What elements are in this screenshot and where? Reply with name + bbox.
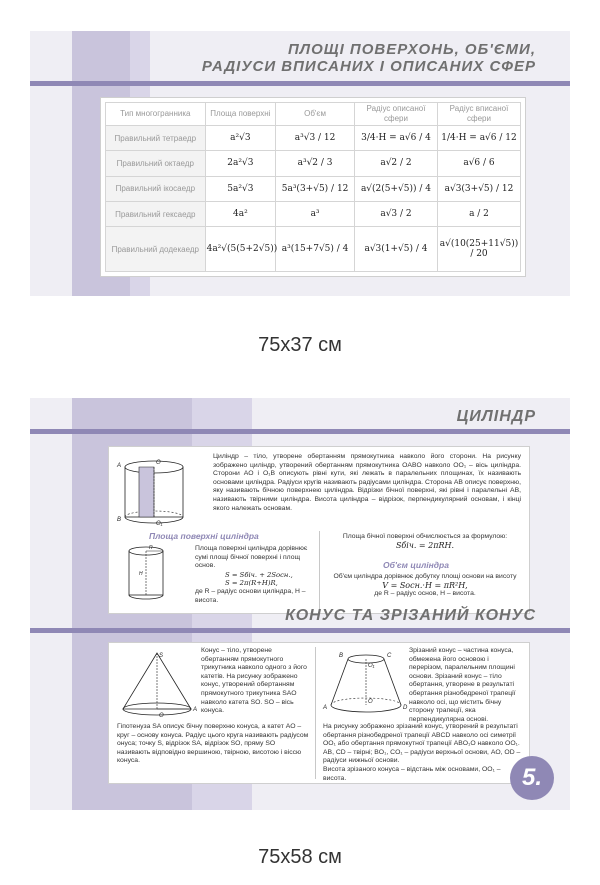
lateral-block bbox=[329, 533, 521, 550]
cylinder-small-figure bbox=[123, 545, 173, 605]
card-divider bbox=[319, 531, 320, 609]
svg-text:C: C bbox=[387, 653, 392, 659]
svg-text:O: O bbox=[159, 713, 164, 719]
svg-text:B: B bbox=[339, 653, 344, 659]
svg-text:O₁: O₁ bbox=[156, 521, 163, 527]
cone-card bbox=[108, 642, 530, 784]
cone-title: КОНУС ТА ЗРІЗАНИЙ КОНУС bbox=[285, 607, 536, 624]
svg-text:B: B bbox=[117, 517, 122, 523]
r-in-cell: a√3(3+√5) / 12 bbox=[437, 176, 520, 201]
decor-bar bbox=[30, 628, 570, 633]
cylinder-card bbox=[108, 446, 530, 614]
polyhedron-name: Правильний ікосаедр bbox=[106, 176, 206, 201]
title-line: ПЛОЩІ ПОВЕРХОНЬ, ОБ'ЄМИ, bbox=[287, 41, 536, 58]
r-out-cell: a√3(1+√5) / 4 bbox=[354, 227, 437, 272]
column-header: Тип многогранника bbox=[106, 103, 206, 126]
svg-text:O₁: O₁ bbox=[368, 663, 375, 669]
cylinder-definition: Циліндр – тіло, утворене обертанням прямокутника навколо його сторони. На рисунку зображено циліндр, утворений обертанням прямокутника OABO навколо OO₁ – вісь циліндра. Сторони AO і O₁B описують рівні кути, які лежать в паралельних площинах, їх називають основами циліндра. Радіуси кругів називають радіусами циліндра. Сторона AB описує поверхню, яку називають бічною поверхнею циліндра. Відрізки бічної поверхні, які рівні і паралельні AB, називають твірними циліндра. Висота циліндра – відрізок, перпендикулярний основам, і кінці якого належать основам. bbox=[213, 453, 521, 512]
formula-table bbox=[105, 102, 521, 272]
table-row bbox=[106, 151, 521, 176]
column-header: Площа поверхні bbox=[205, 103, 276, 126]
table-row bbox=[106, 227, 521, 272]
area-heading: Площа поверхні циліндра bbox=[149, 531, 259, 541]
lateral-formula: Sбіч. = 2πRH. bbox=[395, 540, 455, 550]
card-divider bbox=[315, 647, 316, 779]
volume-cell: a³√3 / 12 bbox=[276, 126, 355, 151]
volume-formula: V = Sосн.·H = πR²H, bbox=[382, 580, 468, 590]
volume-cell: a³(15+7√5) / 4 bbox=[276, 227, 355, 272]
volume-cell: a³√2 / 3 bbox=[276, 151, 355, 176]
r-out-cell: a√2 / 2 bbox=[354, 151, 437, 176]
poster-solids-of-revolution bbox=[30, 398, 570, 810]
lateral-description: Площа бічної поверхні обчислюється за формулою: bbox=[342, 533, 508, 540]
polyhedron-name: Правильний октаедр bbox=[106, 151, 206, 176]
polyhedron-name: Правильний додекаедр bbox=[106, 227, 206, 272]
poster-number-badge: 5. bbox=[510, 756, 554, 800]
cylinder-title: ЦИЛІНДР bbox=[456, 408, 536, 425]
svg-text:O: O bbox=[368, 699, 373, 705]
svg-text:A: A bbox=[193, 707, 198, 713]
svg-text:D: D bbox=[403, 705, 408, 711]
column-header: Об'єм bbox=[276, 103, 355, 126]
r-out-cell: a√3 / 2 bbox=[354, 201, 437, 226]
r-out-cell: a√(2(5+√5)) / 4 bbox=[354, 176, 437, 201]
svg-text:A: A bbox=[323, 705, 328, 711]
cone-figure bbox=[117, 649, 197, 719]
r-out-cell: 3/4·H = a√6 / 4 bbox=[354, 126, 437, 151]
decor-bar bbox=[30, 81, 570, 86]
svg-text:H: H bbox=[139, 571, 143, 577]
volume-heading: Об'єм циліндра bbox=[383, 560, 449, 570]
frustum-figure bbox=[323, 649, 409, 719]
svg-text:A: A bbox=[117, 463, 122, 469]
poster-polyhedra bbox=[30, 31, 570, 296]
column-header: Радіус вписаної сфери bbox=[437, 103, 520, 126]
cone-elements: Гіпотенуза SA описує бічну поверхню конуса, а катет AO – круг – основу конуса. Радіус цього круга називають радіусом онуса; точку S, відрізок SA, відрізок SO, пряму SO називають відповідно вершиною, твірною, висотою і віссю конуса. bbox=[117, 723, 309, 765]
decor-bar bbox=[30, 429, 570, 434]
area-cell: 5a²√3 bbox=[205, 176, 276, 201]
svg-text:O: O bbox=[156, 460, 161, 466]
area-formula: S = Sбіч. + 2Sосн., bbox=[225, 570, 293, 579]
r-in-cell: a√6 / 6 bbox=[437, 151, 520, 176]
table-header-row bbox=[106, 103, 521, 126]
volume-cell: 5a³(3+√5) / 12 bbox=[276, 176, 355, 201]
area-description: Площа поверхні циліндра дорівнює сумі площі бічної поверхні і площ основ. bbox=[195, 545, 308, 570]
area-note: де R – радіус основи циліндра, H – висота. bbox=[195, 587, 306, 604]
svg-text:S: S bbox=[159, 653, 164, 659]
column-header: Радіус описаної сфери bbox=[354, 103, 437, 126]
area-formula: S = 2π(R+H)R, bbox=[225, 579, 278, 588]
svg-text:R: R bbox=[149, 545, 153, 551]
poster-size-label: 75x37 см bbox=[258, 334, 342, 356]
frustum-paragraph: AB, CD – твірні; BO₁, CO₁ – радіуси верхньої основи, AO, OD – радіуси нижньої основи. bbox=[323, 748, 521, 765]
frustum-definition: Зрізаний конус – частина конуса, обмежена його основою і перерізом, паралельним площині основи. Зрізаний конус – тіло обертання, утворене в результаті обертання різнобедреної трапеції навколо осі, що містить бічну сторону трапеції, яка перпендикулярна основі. bbox=[409, 647, 516, 723]
r-in-cell: 1/4·H = a√6 / 12 bbox=[437, 126, 520, 151]
frustum-paragraph: Висота зрізаного конуса – відстань між основами, OO₁ – висота. bbox=[323, 765, 501, 782]
r-in-cell: a√(10(25+11√5)) / 20 bbox=[437, 227, 520, 272]
area-cell: 4a²√(5(5+2√5)) bbox=[205, 227, 276, 272]
table-row bbox=[106, 176, 521, 201]
table-row bbox=[106, 201, 521, 226]
frustum-description bbox=[323, 723, 523, 783]
frustum-paragraph: На рисунку зображено зрізаний конус, утворений в результаті обертання різнобедреної трапеції ABCD навколо осі симетрії OO₁ або обертання прямокутної трапеції ABO₁O навколо OO₁. bbox=[323, 723, 520, 748]
area-cell: 4a² bbox=[205, 201, 276, 226]
formula-table-card bbox=[100, 97, 526, 277]
cylinder-figure bbox=[117, 455, 193, 527]
table-row bbox=[106, 126, 521, 151]
polyhedron-name: Правильний тетраедр bbox=[106, 126, 206, 151]
polyhedron-name: Правильний гексаедр bbox=[106, 201, 206, 226]
r-in-cell: a / 2 bbox=[437, 201, 520, 226]
poster-size-label: 75x58 см bbox=[258, 846, 342, 868]
volume-block bbox=[329, 573, 521, 599]
volume-description: Об'єм циліндра дорівнює добутку площі основи на висоту bbox=[333, 573, 517, 580]
area-text bbox=[195, 545, 313, 605]
poster-title bbox=[202, 41, 536, 75]
title-line: РАДІУСИ ВПИСАНИХ І ОПИСАНИХ СФЕР bbox=[201, 58, 536, 75]
area-cell: 2a²√3 bbox=[205, 151, 276, 176]
volume-note: де R – радіус основ, H – висота. bbox=[374, 590, 476, 598]
area-cell: a²√3 bbox=[205, 126, 276, 151]
cone-definition: Конус – тіло, утворене обертанням прямокутного трикутника навколо одного з його катетів. На рисунку зображено конус, утворений обертанням прямокутного трикутника SAO навколо катета SO. SO – вісь конуса. bbox=[201, 647, 307, 715]
volume-cell: a³ bbox=[276, 201, 355, 226]
